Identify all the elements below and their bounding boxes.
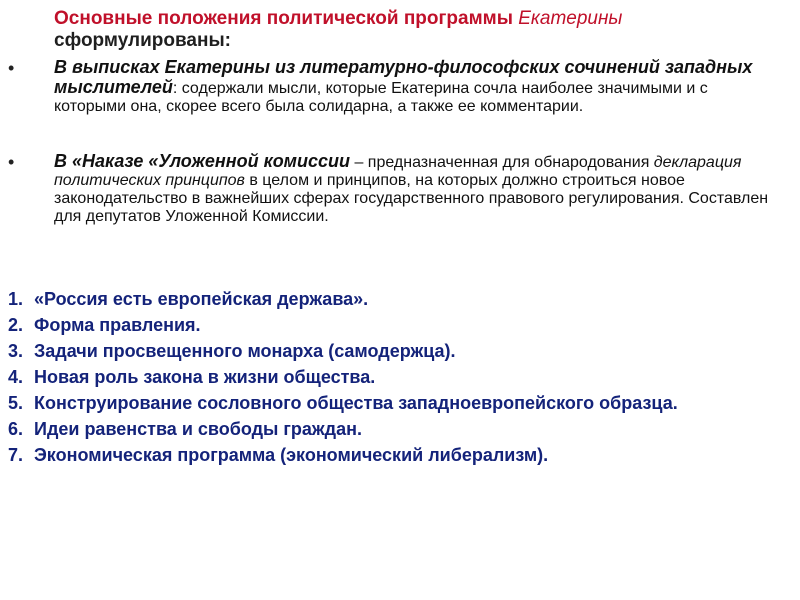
list-item-number: 7. <box>8 445 24 465</box>
list-item-text: Идеи равенства и свободы граждан. <box>34 419 362 439</box>
bullet-rest: в целом и принципов, на которых должно строиться новое законодательство в важнейших сферах государственного правового регулирования. Составлен для депутатов Уложенной Комиссии. <box>54 172 769 225</box>
list-item-number: 1. <box>8 289 24 309</box>
list-item <box>8 366 788 388</box>
slide-title <box>54 8 774 52</box>
list-item <box>8 444 788 466</box>
bullet-text <box>54 58 780 116</box>
list-item-number: 2. <box>8 315 24 335</box>
bullet-italic: декларация политических принципов <box>54 154 742 189</box>
list-item <box>8 288 788 310</box>
list-item-number: 3. <box>8 341 24 361</box>
list-item <box>8 392 788 414</box>
list-item-number: 4. <box>8 367 24 387</box>
bullet-rest: : содержали мысли, которые Екатерина сочла наиболее значимыми и с которыми она, скорее всего была солидарна, а также ее комментарии. <box>54 80 708 115</box>
list-item <box>8 314 788 336</box>
title-part-2: Екатерины <box>518 8 623 29</box>
bullet-dot-icon: • <box>8 152 15 172</box>
title-part-1: Основные положения политической программы <box>54 8 519 29</box>
list-item-text: Форма правления. <box>34 315 201 335</box>
program-points-list <box>8 288 788 470</box>
bullet-text <box>54 152 780 226</box>
list-item-text: Новая роль закона в жизни общества. <box>34 367 376 387</box>
list-item <box>8 418 788 440</box>
list-item-text: Конструирование сословного общества западноевропейского образца. <box>34 393 678 413</box>
list-item <box>8 340 788 362</box>
bullet-mid: – предназначенная для обнародования <box>350 154 654 171</box>
bullet-lead: В выписках Екатерины из литературно-философских сочинений западных мыслителей <box>54 57 753 97</box>
list-item-text: Экономическая программа (экономический либерализм). <box>34 445 549 465</box>
bullet-dot-icon: • <box>8 58 15 78</box>
bullet-lead: В «Наказе «Уложенной комиссии <box>54 151 351 171</box>
list-item-text: «Россия есть европейская держава». <box>34 289 369 309</box>
list-item-number: 5. <box>8 393 24 413</box>
title-part-3: сформулированы: <box>54 30 232 51</box>
list-item-text: Задачи просвещенного монарха (самодержца). <box>34 341 456 361</box>
list-item-number: 6. <box>8 419 24 439</box>
